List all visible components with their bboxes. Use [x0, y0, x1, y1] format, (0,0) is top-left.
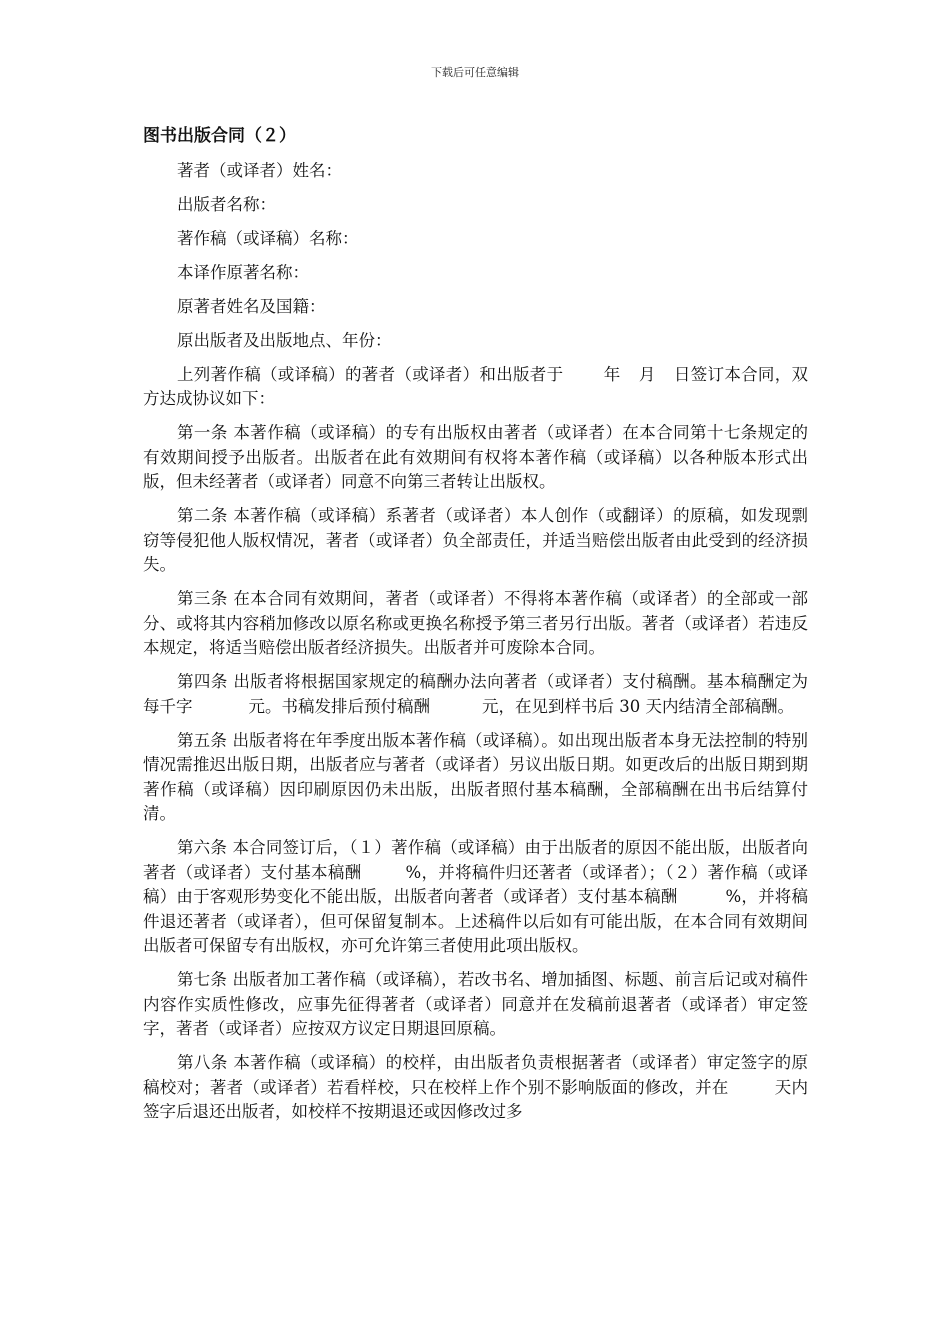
- intro-text-2: 日签订本合同，双方达成协议如下：: [143, 364, 809, 408]
- intro-month: 月: [638, 364, 656, 384]
- article-2: 第二条 本著作稿（或译稿）系著者（或译者）本人创作（或翻译）的原稿，如发现剽窃等侵犯他人版权情况，著者（或译者）负全部责任，并适当赔偿出版者由此受到的经济损失。: [143, 506, 808, 574]
- intro-year: 年: [603, 364, 621, 384]
- article-4-text-2: 元。书稿发排后预付稿酬: [248, 696, 430, 716]
- article-6-text-1: 第六条 本合同签订后，（１）著作稿（或译稿）由于出版者的原因不能出版，出版者向著者（或译者）支付基本稿酬: [143, 838, 808, 882]
- document-title: 图书出版合同（２）: [143, 126, 296, 146]
- article-8-text-2: 天内签字后退还出版者，如校样不按期退还或因修改过多: [143, 1077, 809, 1121]
- field-original-publisher: 原出版者及出版地点、年份：: [177, 330, 392, 350]
- article-4-text-3: 元，在见到样书后 30 天内结清全部稿酬。: [482, 696, 794, 716]
- article-6-text-2: %，并将稿件归还著者（或译者）；（２）著作稿（或译稿）由于客观形势变化不能出版，出版者向著者（或译者）支付基本稿酬: [143, 862, 809, 906]
- field-original-title: 本译作原著名称：: [177, 262, 309, 282]
- article-4-text-1: 第四条 出版者将根据国家规定的稿酬办法向著者（或译者）支付稿酬。基本稿酬定为每千字: [143, 672, 808, 716]
- document-body: [143, 124, 808, 1134]
- article-6-text-3: %，并将稿件退还著者（或译者），但可保留复制本。上述稿件以后如有可能出版，在本合同有效期间出版者可保留专有出版权，亦可允许第三者使用此项出版权。: [143, 887, 808, 955]
- article-4: [143, 670, 808, 719]
- article-8-text-1: 第八条 本著作稿（或译稿）的校样，由出版者负责根据著者（或译者）审定签字的原稿校对；著者（或译者）若看样校，只在校样上作个别不影响版面的修改，并在: [143, 1053, 808, 1097]
- field-publisher-name: 出版者名称：: [177, 194, 276, 214]
- field-manuscript-name: 著作稿（或译稿）名称：: [177, 228, 359, 248]
- intro-text-1: 上列著作稿（或译稿）的著者（或译者）和出版者于: [177, 364, 564, 384]
- article-5: 第五条 出版者将在年季度出版本著作稿（或译稿）。如出现出版者本身无法控制的特别情况需推迟出版日期，出版者应与著者（或译者）另议出版日期。如更改后的出版日期到期著作稿（或译稿）因印刷原因仍未出版，出版者照付基本稿酬，全部稿酬在出书后结算付清。: [143, 730, 808, 823]
- article-1: 第一条 本著作稿（或译稿）的专有出版权由著者（或译者）在本合同第十七条规定的有效期间授予出版者。出版者在此有效期间有权将本著作稿（或译稿）以各种版本形式出版，但未经著者（或译者）同意不向第三者转让出版权。: [143, 423, 808, 491]
- intro-paragraph: [143, 363, 808, 412]
- article-3: 第三条 在本合同有效期间，著者（或译者）不得将本著作稿（或译者）的全部或一部分、或将其内容稍加修改以原名称或更换名称授予第三者另行出版。著者（或译者）若违反本规定，将适当赔偿出版者经济损失。出版者并可废除本合同。: [143, 589, 808, 657]
- page-header: 下载后可任意编辑: [431, 66, 519, 79]
- article-6: [143, 836, 808, 959]
- field-original-author: 原著者姓名及国籍：: [177, 296, 326, 316]
- article-7: 第七条 出版者加工著作稿（或译稿），若改书名、增加插图、标题、前言后记或对稿件内容作实质性修改，应事先征得著者（或译者）同意并在发稿前退著者（或译者）审定签字，著者（或译者）应按双方议定日期退回原稿。: [143, 970, 808, 1038]
- field-author-name: 著者（或译者）姓名：: [177, 160, 342, 180]
- article-8: [143, 1051, 808, 1125]
